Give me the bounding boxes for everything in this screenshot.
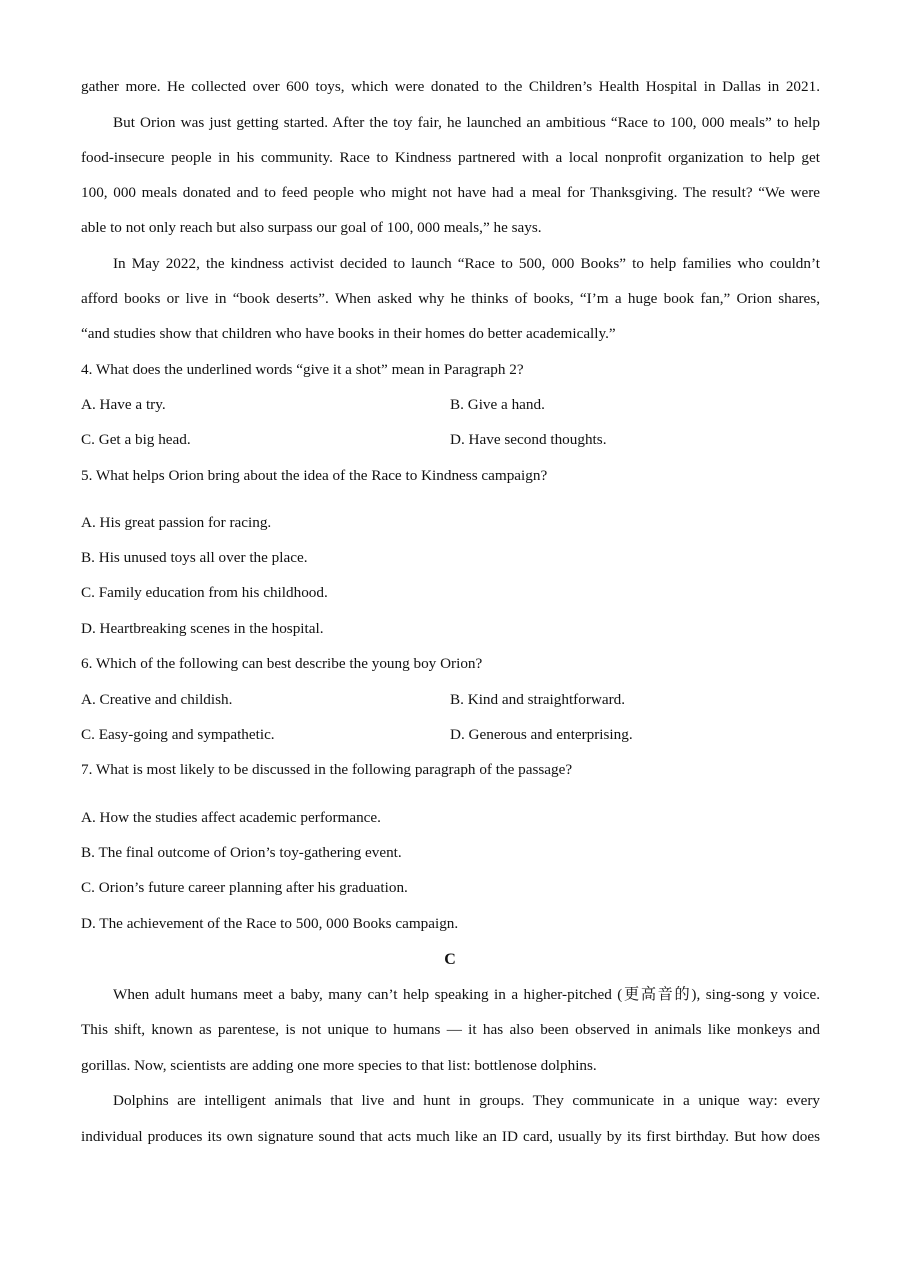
question-6-option-d: D. Generous and enterprising. <box>450 726 633 743</box>
passage-line: gorillas. Now, scientists are adding one more species to that list: bottlenose dolphins. <box>81 1057 597 1074</box>
question-7-option-c: C. Orion’s future career planning after his graduation. <box>81 879 408 896</box>
question-7-stem: 7. What is most likely to be discussed in the following paragraph of the passage? <box>81 761 573 778</box>
question-5-stem: 5. What helps Orion bring about the idea of the Race to Kindness campaign? <box>81 467 548 484</box>
question-6-option-a: A. Creative and childish. <box>81 691 233 708</box>
passage-line: afford books or live in “book deserts”. When asked why he thinks of books, “I’m a huge book fan,” Orion shares, <box>81 290 820 307</box>
question-5-option-d: D. Heartbreaking scenes in the hospital. <box>81 620 324 637</box>
passage-line: individual produces its own signature sound that acts much like an ID card, usually by its first birthday. But how does <box>81 1128 820 1145</box>
passage-line: Dolphins are intelligent animals that live and hunt in groups. They communicate in a unique way: every <box>113 1092 820 1109</box>
passage-line: 100, 000 meals donated and to feed people who might not have had a meal for Thanksgiving. The result? “We were <box>81 184 820 201</box>
question-4-option-a: A. Have a try. <box>81 396 166 413</box>
section-heading: C <box>444 951 456 968</box>
question-6-stem: 6. Which of the following can best describe the young boy Orion? <box>81 655 483 672</box>
passage-line: gather more. He collected over 600 toys, which were donated to the Children’s Health Hospital in Dallas in 2021. <box>81 78 820 95</box>
question-5-option-a: A. His great passion for racing. <box>81 514 272 531</box>
question-7-option-b: B. The final outcome of Orion’s toy-gathering event. <box>81 844 402 861</box>
question-5-option-b: B. His unused toys all over the place. <box>81 549 308 566</box>
question-4-option-d: D. Have second thoughts. <box>450 431 607 448</box>
passage-line: able to not only reach but also surpass our goal of 100, 000 meals,” he says. <box>81 219 542 236</box>
question-4-stem: 4. What does the underlined words “give it a shot” mean in Paragraph 2? <box>81 361 524 378</box>
passage-line: In May 2022, the kindness activist decided to launch “Race to 500, 000 Books” to help families who couldn’t <box>113 255 820 272</box>
passage-line: This shift, known as parentese, is not unique to humans — it has also been observed in animals like monkeys and <box>81 1021 820 1038</box>
passage-line: “and studies show that children who have books in their homes do better academically.” <box>81 325 616 342</box>
passage-line: food-insecure people in his community. Race to Kindness partnered with a local nonprofit organization to help get <box>81 149 820 166</box>
question-6-option-c: C. Easy-going and sympathetic. <box>81 726 275 743</box>
passage-line: When adult humans meet a baby, many can’t help speaking in a higher-pitched (更高音的), sing-song y voice. <box>113 986 820 1003</box>
question-4-option-b: B. Give a hand. <box>450 396 545 413</box>
question-5-option-c: C. Family education from his childhood. <box>81 584 328 601</box>
question-7-option-a: A. How the studies affect academic performance. <box>81 809 381 826</box>
question-7-option-d: D. The achievement of the Race to 500, 000 Books campaign. <box>81 915 459 932</box>
question-4-option-c: C. Get a big head. <box>81 431 191 448</box>
question-6-option-b: B. Kind and straightforward. <box>450 691 626 708</box>
passage-line: But Orion was just getting started. After the toy fair, he launched an ambitious “Race to 100, 000 meals” to help <box>113 114 820 131</box>
